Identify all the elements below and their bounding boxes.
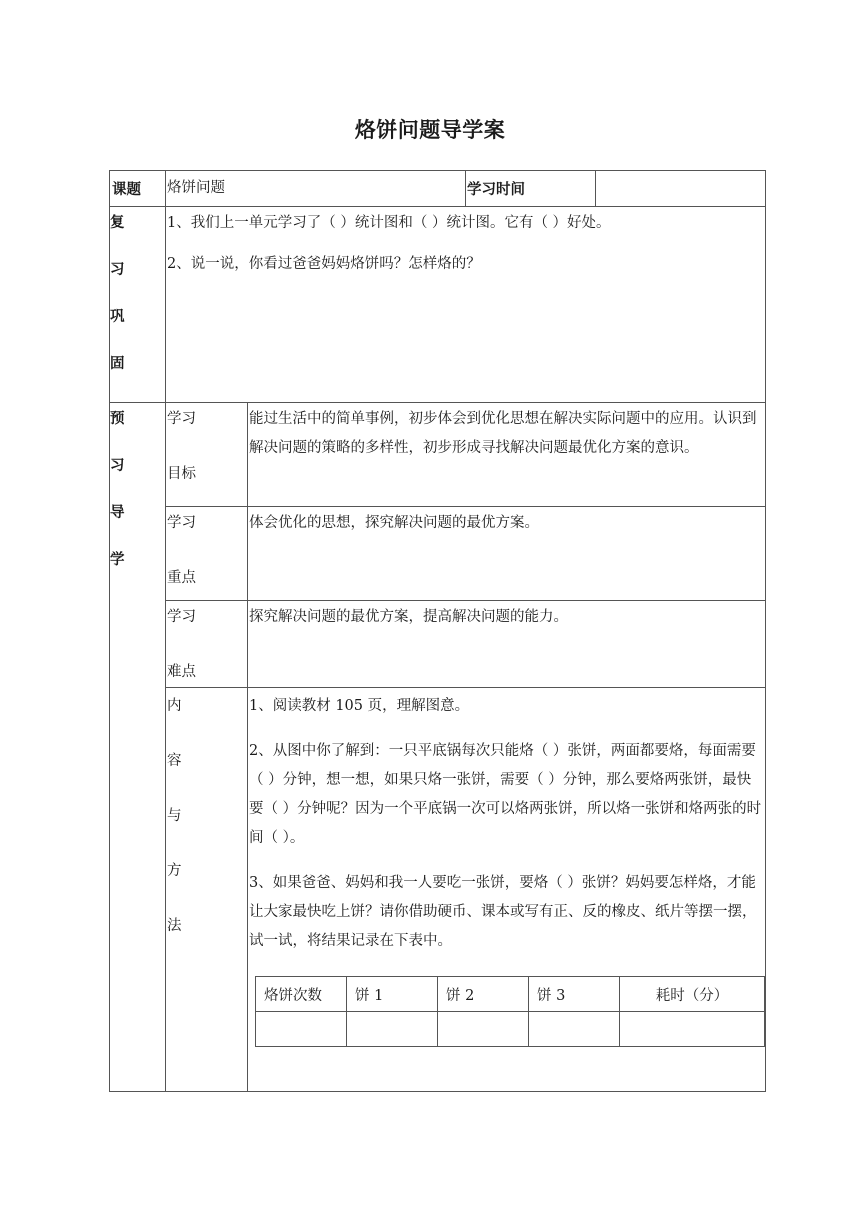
review-label-char: 复 <box>110 215 125 231</box>
key-row <box>110 507 766 601</box>
review-label-char: 巩 <box>110 309 125 325</box>
content-text-cell <box>248 688 766 1092</box>
content-paragraph-1: 1、阅读教材 105 页，理解图意。 <box>249 698 470 714</box>
topic-value: 烙饼问题 <box>167 180 225 196</box>
content-label-char: 法 <box>167 918 182 934</box>
record-table <box>255 976 765 1047</box>
key-text-cell <box>248 507 766 601</box>
difficulty-label-1: 学习 <box>167 609 196 625</box>
key-label-1: 学习 <box>167 515 196 531</box>
record-table-header: 耗时（分） <box>620 977 765 1012</box>
record-table-header: 饼 3 <box>529 977 620 1012</box>
lesson-plan-table <box>109 170 766 1092</box>
topic-label-cell <box>110 171 166 207</box>
goal-text-cell <box>248 403 766 507</box>
record-table-cell[interactable] <box>256 1012 347 1047</box>
record-table-header-row <box>256 977 765 1012</box>
preview-label-cell <box>110 403 166 1092</box>
record-table-row <box>256 1012 765 1047</box>
key-label-cell <box>166 507 248 601</box>
page-title: 烙饼问题导学案 <box>354 118 506 142</box>
record-table-cell[interactable] <box>438 1012 529 1047</box>
content-label-char: 与 <box>167 808 182 824</box>
content-label-cell <box>166 688 248 1092</box>
preview-label-char: 导 <box>110 505 125 521</box>
time-value-cell <box>596 171 766 207</box>
content-paragraph-3: 3、如果爸爸、妈妈和我一人要吃一张饼，要烙（ ）张饼？妈妈要怎样烙，才能让大家最快吃上饼？请你借助硬币、课本或写有正、反的橡皮、纸片等摆一摆，试一试，将结果记录在下表中。 <box>249 875 757 949</box>
record-table-cell[interactable] <box>529 1012 620 1047</box>
goal-label-cell <box>166 403 248 507</box>
goal-row <box>110 403 766 507</box>
record-table-cell[interactable] <box>347 1012 438 1047</box>
key-label-2: 重点 <box>167 570 196 586</box>
content-label-char: 内 <box>167 698 182 714</box>
topic-value-cell <box>166 171 466 207</box>
key-text: 体会优化的思想，探究解决问题的最优方案。 <box>249 515 539 531</box>
review-row <box>110 207 766 403</box>
goal-label-2: 目标 <box>167 466 196 482</box>
record-table-header: 饼 1 <box>347 977 438 1012</box>
review-question-1: 1、我们上一单元学习了（ ）统计图和（ ）统计图。它有（ ）好处。 <box>167 215 611 231</box>
preview-label-char: 预 <box>110 411 125 427</box>
goal-text: 能过生活中的简单事例，初步体会到优化思想在解决实际问题中的应用。认识到解决问题的策略的多样性，初步形成寻找解决问题最优化方案的意识。 <box>249 411 757 456</box>
preview-label-char: 学 <box>110 552 125 568</box>
content-paragraph-2: 2、从图中你了解到：一只平底锅每次只能烙（ ）张饼，两面都要烙，每面需要（ ）分钟，想一想，如果只烙一张饼，需要（ ）分钟，那么要烙两张饼，最快要（ ）分钟呢？因为一个平底锅一次可以烙两张饼，所以烙一张饼和烙两张的时间（ ）。 <box>249 743 762 846</box>
goal-label-1: 学习 <box>167 411 196 427</box>
content-label-char: 容 <box>167 753 182 769</box>
review-label-char: 习 <box>110 262 125 278</box>
difficulty-text: 探究解决问题的最优方案，提高解决问题的能力。 <box>249 609 568 625</box>
review-label-char: 固 <box>110 356 125 372</box>
review-content-cell <box>166 207 766 403</box>
review-label-cell <box>110 207 166 403</box>
record-table-cell[interactable] <box>620 1012 765 1047</box>
time-label: 学习时间 <box>467 182 525 198</box>
difficulty-text-cell <box>248 601 766 688</box>
difficulty-label-cell <box>166 601 248 688</box>
difficulty-row <box>110 601 766 688</box>
header-row <box>110 171 766 207</box>
review-question-2: 2、说一说，你看过爸爸妈妈烙饼吗？怎样烙的？ <box>167 256 481 272</box>
time-label-cell <box>466 171 596 207</box>
preview-label-char: 习 <box>110 458 125 474</box>
record-table-header: 饼 2 <box>438 977 529 1012</box>
content-row <box>110 688 766 1092</box>
difficulty-label-2: 难点 <box>167 664 196 680</box>
content-label-char: 方 <box>167 863 182 879</box>
topic-label: 课题 <box>112 182 141 198</box>
record-table-header: 烙饼次数 <box>256 977 347 1012</box>
